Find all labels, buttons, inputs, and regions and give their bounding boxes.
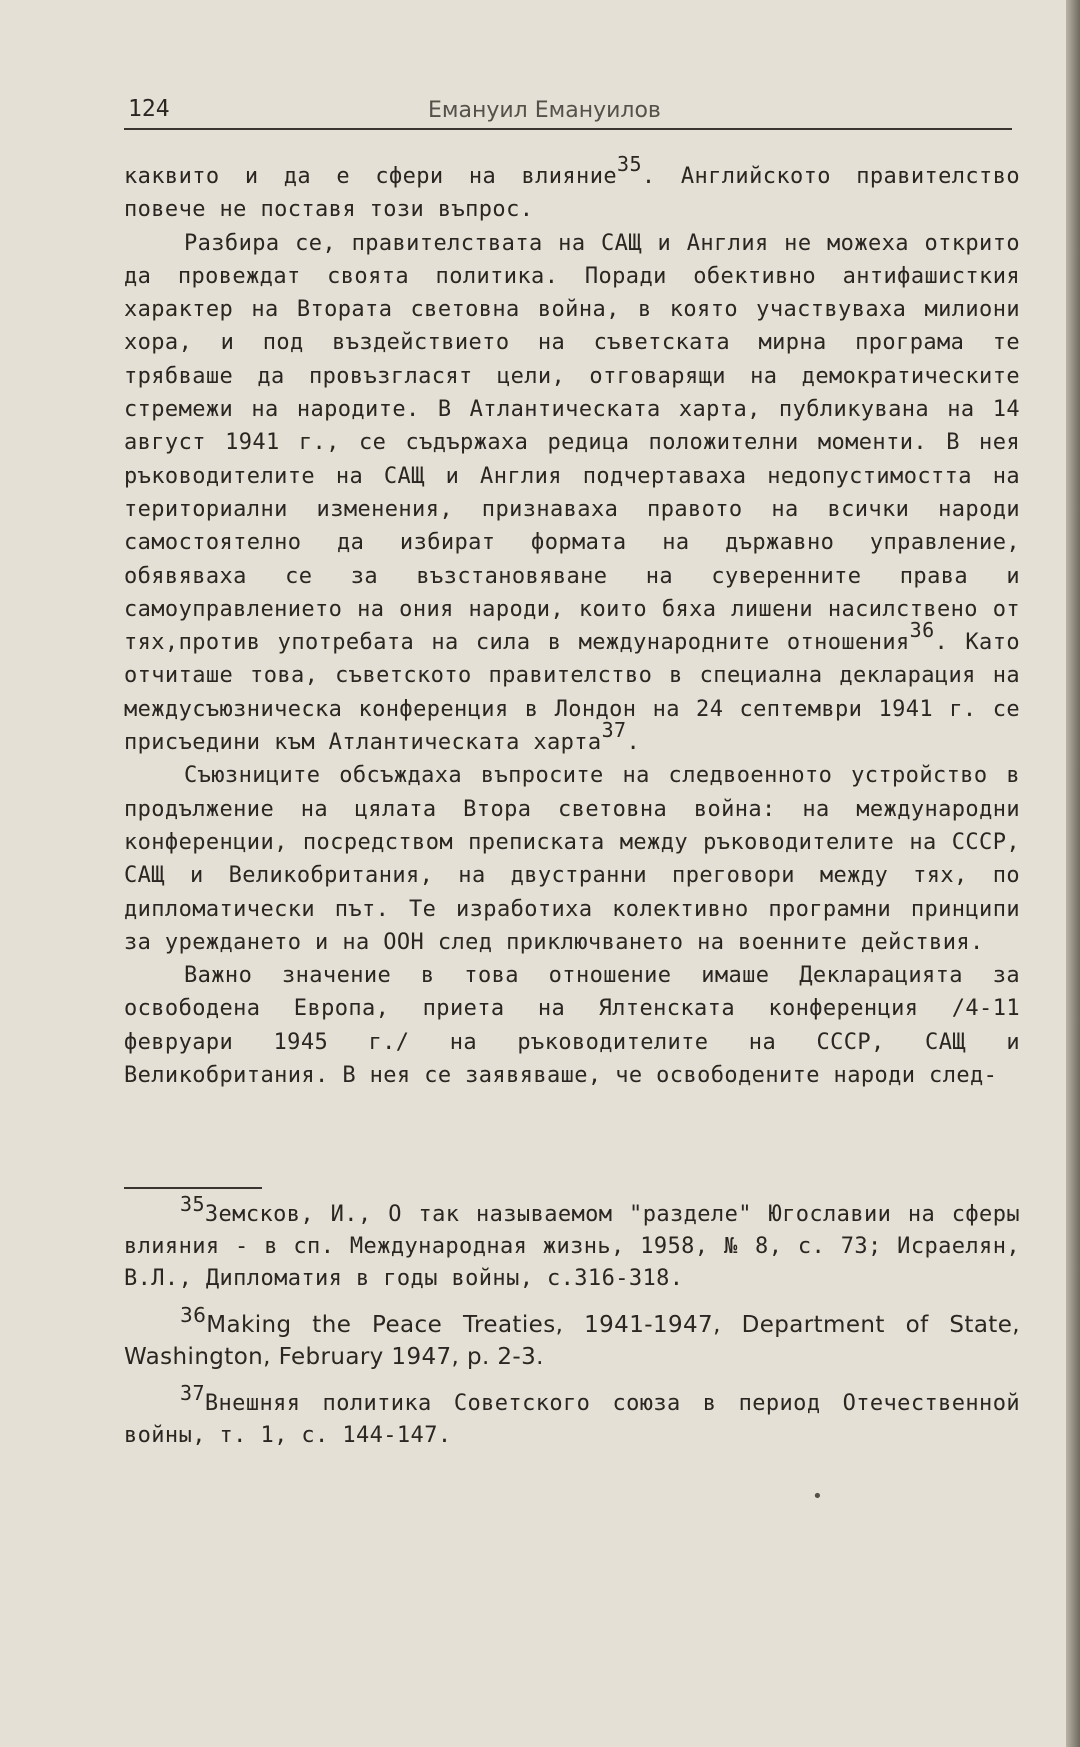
body-text (124, 151, 1020, 1092)
footnote-text: Внешняя политика Советского союза в период Отечественной войны, т. 1, с. 144-147. (124, 1391, 1020, 1448)
page-number: 124 (128, 96, 170, 122)
footnotes (124, 1192, 1020, 1466)
stray-mark: • (812, 1486, 823, 1507)
footnote-rule (124, 1187, 262, 1189)
footnote-number: 36 (180, 1303, 207, 1327)
footnote-number: 37 (180, 1381, 205, 1405)
page-edge-shadow (1066, 0, 1080, 1747)
paragraph-3: Съюзниците обсъждаха въпросите на следвоенното устройство в продължение на цялата Втора световна война: на международни конференции, посредством преписката между ръководителите на СССР, САЩ и Великобритания, на двустранни преговори между тях, по дипломатически път. Те изработиха колективно програмни принципи за уреждането и на ООН след приключването на военните действия. (124, 763, 1020, 955)
footnote-36 (124, 1303, 1020, 1373)
footnote-number: 35 (180, 1192, 205, 1216)
paragraph-2: Разбира се, правителствата на САЩ и Англия не можеха открито да провеждат своята политика. Поради обективно антифашисткия характер на Втората световна война, в която участвуваха милиони хора, и под въздействието на съветската мирна програма те трябваше да провъзгласят цели, отговарящи на демократическите стремежи на народите. В Атлантическата харта, публикувана на 14 август 1941 г., се съдържаха редица положителни моменти. В нея ръководителите на САЩ и Англия подчертаваха недопустимостта на териториални изменения, признаваха правото на всички народи самостоятелно да избират формата на държавно управление, обявяваха се за възстановяване на суверенните права и самоуправлението на ония народи, които бяха лишени насилствено от тях,против употребата на сила в международните отношения$^{36}$. Като отчиташе това, съветското правителство в специална декларация на междусъюзническа конференция в Лондон на 24 септември 1941 г. се присъедини към Атлантическата харта$^{37}$. (124, 230, 1020, 756)
running-head: Емануил Емануилов (428, 98, 661, 123)
footnote-37 (124, 1381, 1020, 1452)
page-header (124, 92, 1012, 130)
footnote-ref-36: 36 (909, 617, 935, 642)
footnote-ref-37: 37 (601, 717, 627, 742)
footnote-text: Making the Peace Treaties, 1941-1947, Department of State, Washington, February 1947, p. 2-3. (124, 1312, 1020, 1370)
footnote-ref-35: 35 (617, 151, 642, 176)
footnote-text: Земсков, И., О так называемом "разделе" Югославии на сферы влияния - в сп. Международная жизнь, 1958, № 8, с. 73; Исраелян, В.Л., Дипломатия в годы войны, с.316-318. (124, 1202, 1020, 1291)
paragraph-1: каквито и да е сфери на влияние$^{35}$. Английското правителство повече не поставя този въпрос. (124, 151, 1020, 223)
footnote-35 (124, 1192, 1020, 1295)
paragraph-4: Важно значение в това отношение имаше Декларацията за освободена Европа, приета на Ялтенската конференция /4-11 февруари 1945 г./ на ръководителите на СССР, САЩ и Великобритания. В нея се заявяваше, че освободените народи след- (124, 963, 1020, 1089)
